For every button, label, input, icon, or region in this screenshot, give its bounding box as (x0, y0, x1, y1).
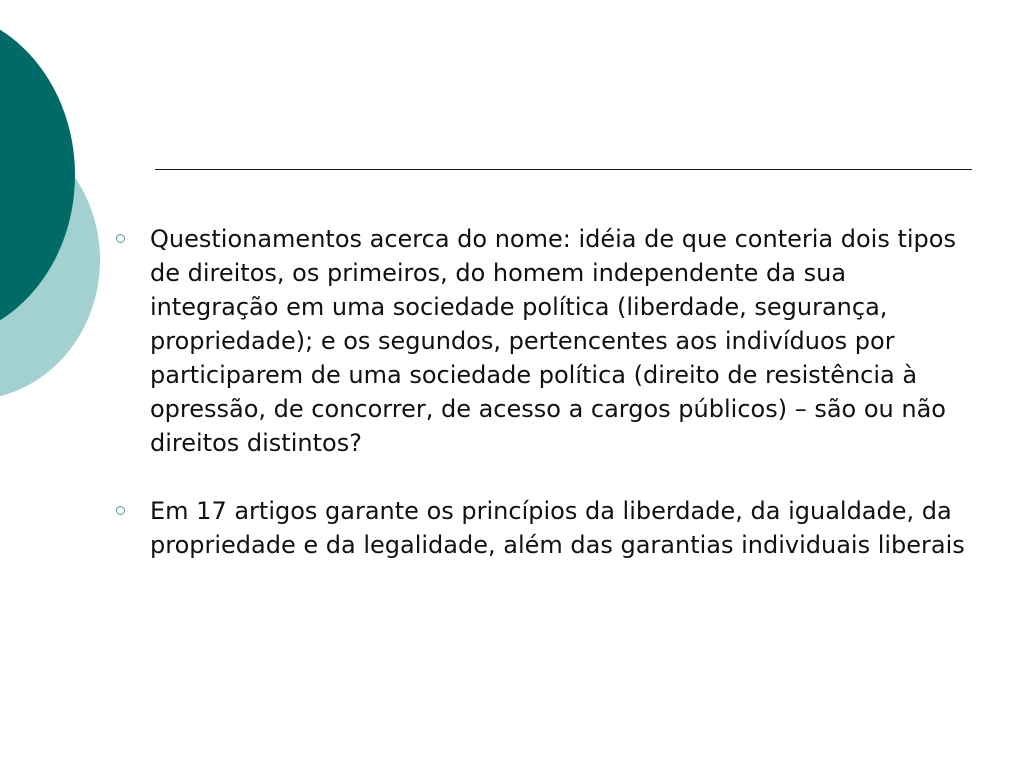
bullet-item (110, 494, 980, 562)
bullet-list (110, 222, 980, 596)
title-divider-line (155, 169, 972, 170)
bullet-item (110, 222, 980, 460)
circle-outline-bullet-icon (116, 234, 125, 243)
circle-outline-bullet-icon (116, 506, 125, 515)
bullet-text: Questionamentos acerca do nome: idéia de que conteria dois tipos de direitos, os primeiros, do homem independente da sua integração em uma sociedade política (liberdade, segurança, propriedade); e os segundos, pertencentes aos indivíduos por participarem de uma sociedade política (direito de resistência à opressão, de concorrer, de acesso a cargos públicos) – são ou não direitos distintos? (150, 225, 956, 457)
bullet-text: Em 17 artigos garante os princípios da liberdade, da igualdade, da propriedade e da legalidade, além das garantias individuais liberais (150, 497, 965, 559)
